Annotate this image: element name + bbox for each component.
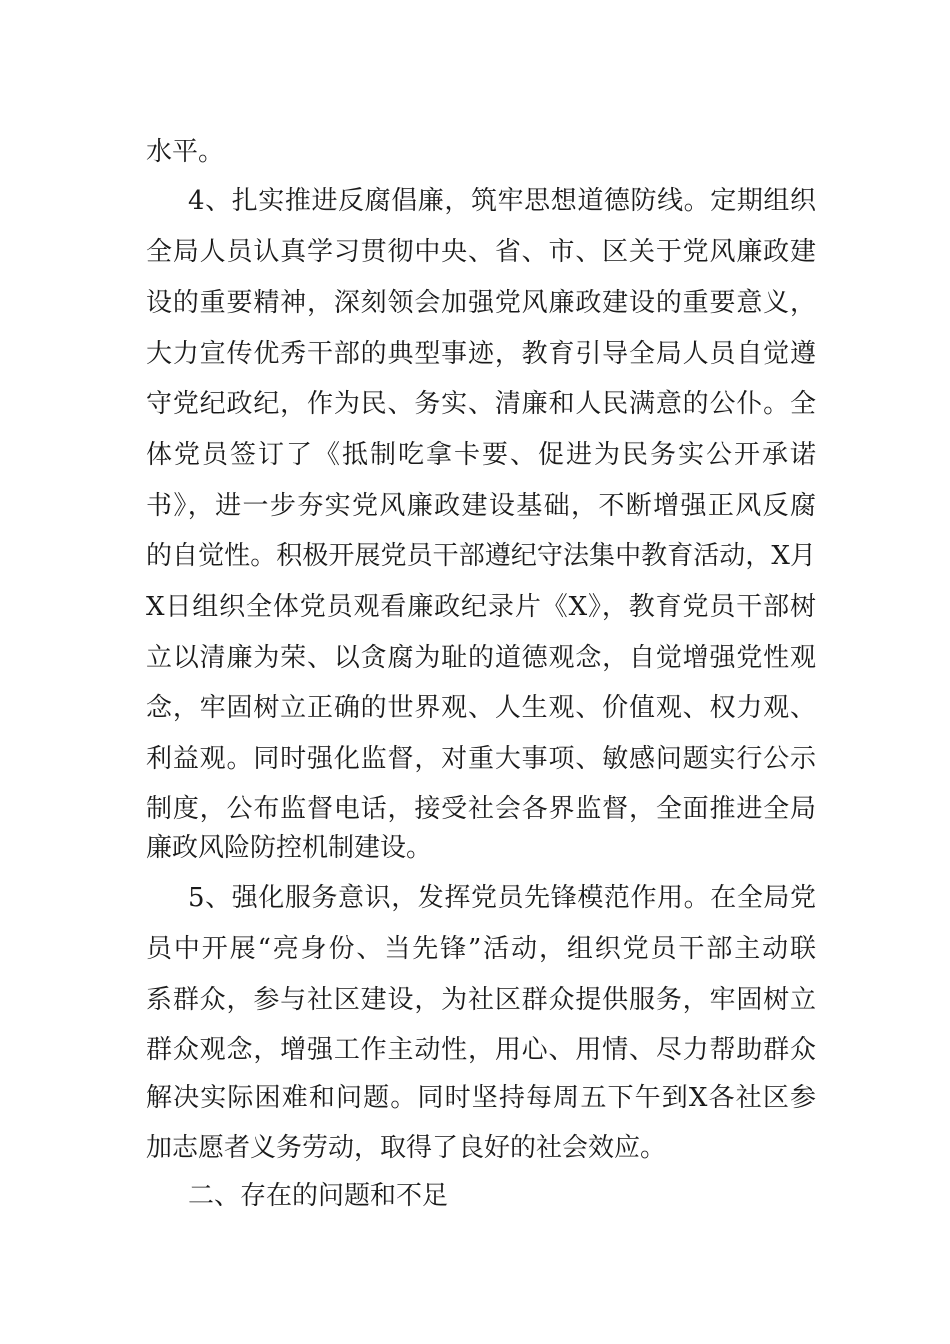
text-line-3: 全局人员认真学习贯彻中央、省、市、区关于党风廉政建 [146,237,816,267]
text-line-1: 水平。 [146,137,225,167]
text-line-19: 群众观念，增强工作主动性，用心、用情、尽力帮助群众 [146,1035,816,1065]
text-line-12: 念，牢固树立正确的世界观、人生观、价值观、权力观、 [146,693,816,723]
text-line-18: 系群众，参与社区建设，为社区群众提供服务，牢固树立 [146,985,816,1015]
text-line-5: 大力宣传优秀干部的典型事迹，教育引导全局人员自觉遵 [146,339,816,369]
text-line-7: 体党员签订了《抵制吃拿卡要、促进为民务实公开承诺 [146,440,816,470]
text-line-6: 守党纪政纪，作为民、务实、清廉和人民满意的公仆。全 [146,389,816,419]
paragraph-4-heading-line: 4、扎实推进反腐倡廉，筑牢思想道德防线。定期组织 [188,186,816,216]
text-line-10: X日组织全体党员观看廉政纪录片《X》，教育党员干部树 [146,592,816,622]
paragraph-5-heading-line: 5、强化服务意识，发挥党员先锋模范作用。在全局党 [188,883,816,913]
text-line-13: 利益观。同时强化监督，对重大事项、敏感问题实行公示 [146,744,816,774]
text-line-8: 书》，进一步夯实党风廉政建设基础，不断增强正风反腐 [146,491,816,521]
section-heading: 二、存在的问题和不足 [188,1181,449,1211]
text-line-17: 员中开展“亮身份、当先锋”活动，组织党员干部主动联 [146,934,816,964]
text-line-9: 的自觉性。积极开展党员干部遵纪守法集中教育活动，X月 [146,541,816,571]
text-line-4: 设的重要精神，深刻领会加强党风廉政建设的重要意义， [146,288,816,318]
text-line-14: 制度，公布监督电话，接受社会各界监督，全面推进全局 [146,794,816,824]
text-line-11: 立以清廉为荣、以贪腐为耻的道德观念，自觉增强党性观 [146,643,816,673]
text-line-15: 廉政风险防控机制建设。 [146,833,433,863]
text-line-21: 加志愿者义务劳动，取得了良好的社会效应。 [146,1133,667,1163]
text-line-20: 解决实际困难和问题。同时坚持每周五下午到X各社区参 [146,1083,816,1113]
